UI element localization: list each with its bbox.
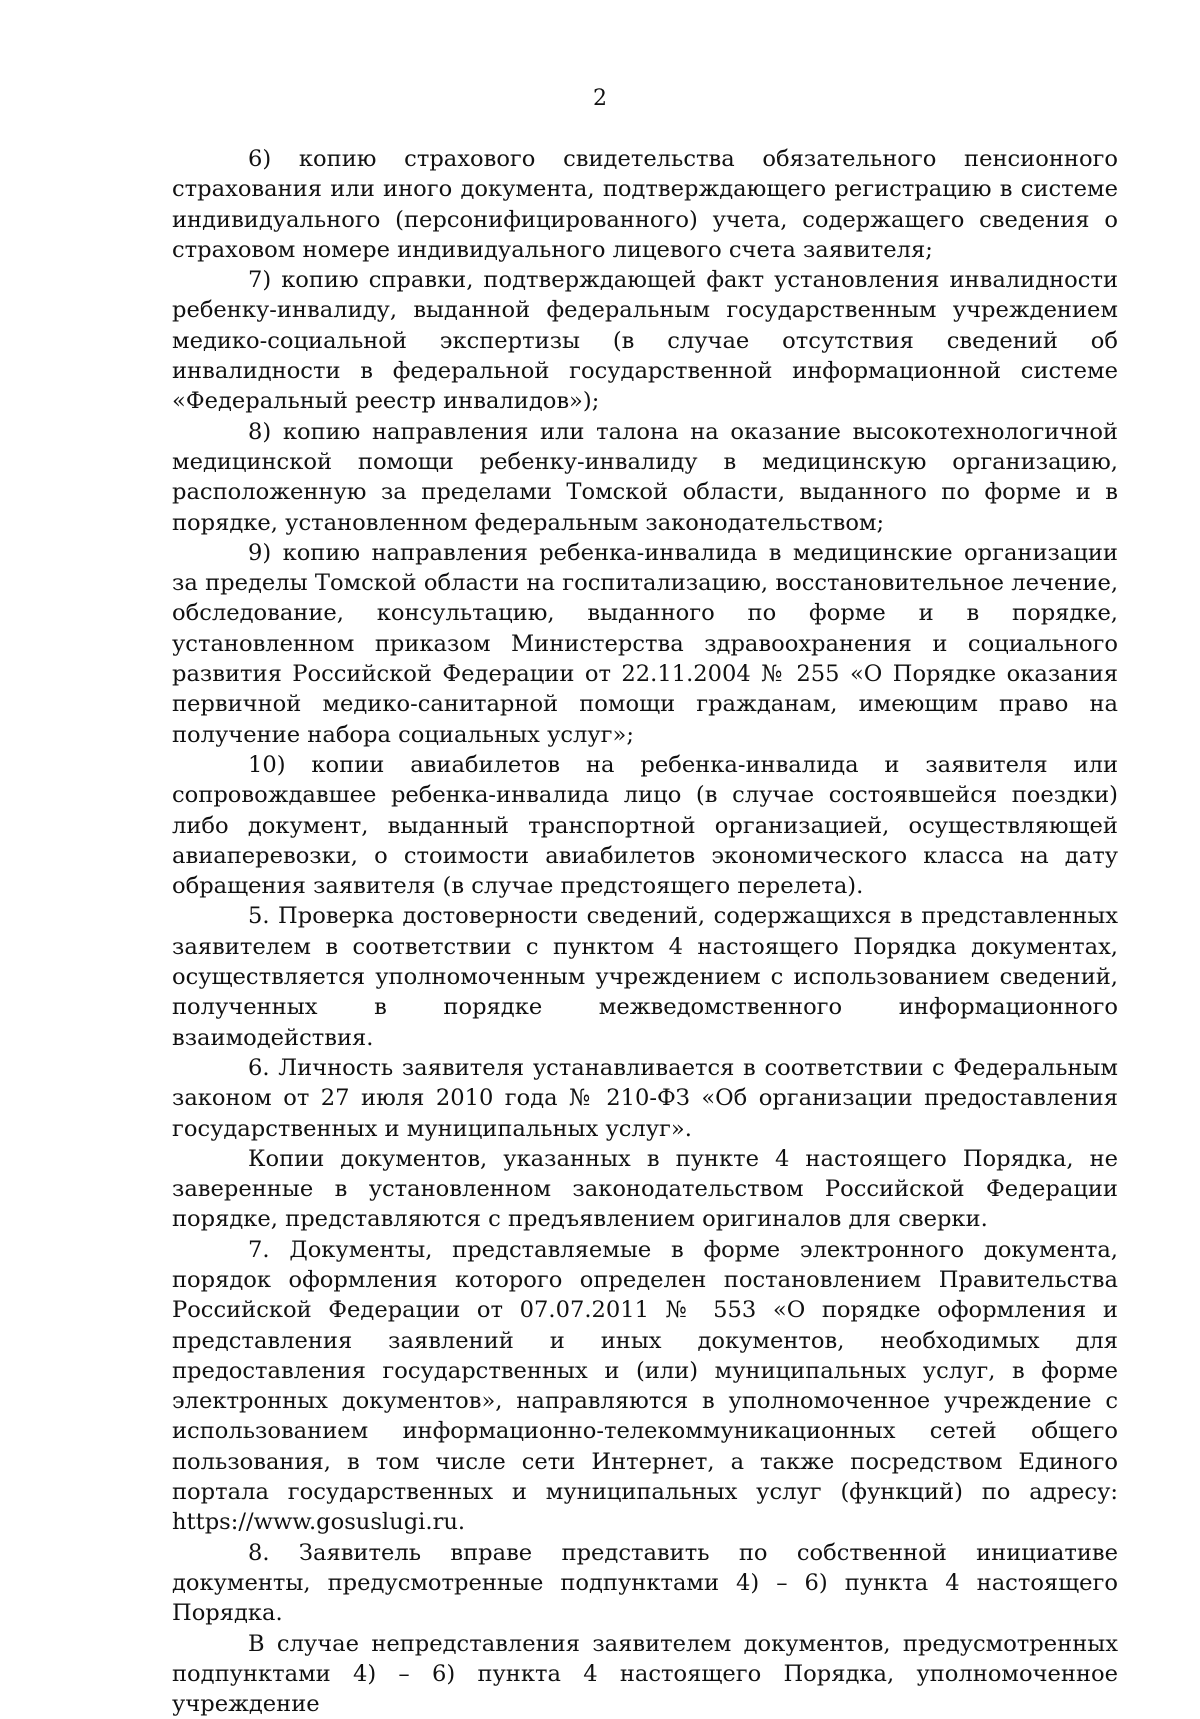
document-body — [172, 144, 1118, 1719]
paragraph-item-10: 10) копии авиабилетов на ребенка-инвалида и заявителя или сопровождавшее ребенка-инвалида лицо (в случае состоявшейся поездки) либо документ, выданный транспортной организацией, осуществляющей авиаперевозки, о стоимости авиабилетов экономического класса на дату обращения заявителя (в случае предстоящего перелета). — [172, 751, 1118, 900]
paragraph-clause-8: 8. Заявитель вправе представить по собственной инициативе документы, предусмотренные подпунктами 4) – 6) пункта 4 настоящего Порядка. — [172, 1539, 1118, 1627]
page-number: 2 — [593, 86, 607, 111]
paragraph-item-7: 7) копию справки, подтверждающей факт установления инвалидности ребенку-инвалиду, выданной федеральным государственным учреждением медико-социальной экспертизы (в случае отсутствия сведений об инвалидности в федеральной государственной информационной системе «Федеральный реестр инвалидов»); — [172, 267, 1118, 415]
paragraph-clause-5: 5. Проверка достоверности сведений, содержащихся в представленных заявителем в соответствии с пунктом 4 настоящего Порядка документах, осуществляется уполномоченным учреждением с использованием сведений, полученных в порядке межведомственного информационного взаимодействия. — [172, 903, 1118, 1051]
paragraph-item-6: 6) копию страхового свидетельства обязательного пенсионного страхования или иного документа, подтверждающего регистрацию в системе индивидуального (персонифицированного) учета, содержащего сведения о страховом номере индивидуального лицевого счета заявителя; — [172, 146, 1118, 263]
paragraph-clause-7: 7. Документы, представляемые в форме электронного документа, порядок оформления которого определен постановлением Правительства Российской Федерации от 07.07.2011 № 553 «О порядке оформления и представления заявлений и иных документов, необходимых для предоставления государственных и (или) муниципальных услуг, в форме электронных документов», направляются в уполномоченное учреждение с использованием информационно-телекоммуникационных сетей общего пользования, в том числе сети Интернет, а также посредством Единого портала государственных и муниципальных услуг (функций) по адресу: https://www.gosuslugi.ru. — [172, 1236, 1118, 1536]
paragraph-item-9: 9) копию направления ребенка-инвалида в медицинские организации за пределы Томской области на госпитализацию, восстановительное лечение, обследование, консультацию, выданного по форме и в порядке, установленном приказом Министерства здравоохранения и социального развития Российской Федерации от 22.11.2004 № 255 «О Порядке оказания первичной медико-санитарной помощи гражданам, имеющим право на получение набора социальных услуг»; — [172, 539, 1118, 748]
paragraph-nonsubmission: В случае непредставления заявителем документов, предусмотренных подпунктами 4) – 6) пункта 4 настоящего Порядка, уполномоченное учреждение — [172, 1630, 1118, 1718]
paragraph-copies-note: Копии документов, указанных в пункте 4 настоящего Порядка, не заверенные в установленном законодательством Российской Федерации порядке, представляются с предъявлением оригиналов для сверки. — [172, 1145, 1118, 1233]
paragraph-item-8: 8) копию направления или талона на оказание высокотехнологичной медицинской помощи ребенку-инвалиду в медицинскую организацию, расположенную за пределами Томской области, выданного по форме и в порядке, установленном федеральным законодательством; — [172, 418, 1118, 536]
paragraph-clause-6: 6. Личность заявителя устанавливается в соответствии с Федеральным законом от 27 июля 2010 года № 210-ФЗ «Об организации предоставления государственных и муниципальных услуг». — [172, 1054, 1118, 1142]
